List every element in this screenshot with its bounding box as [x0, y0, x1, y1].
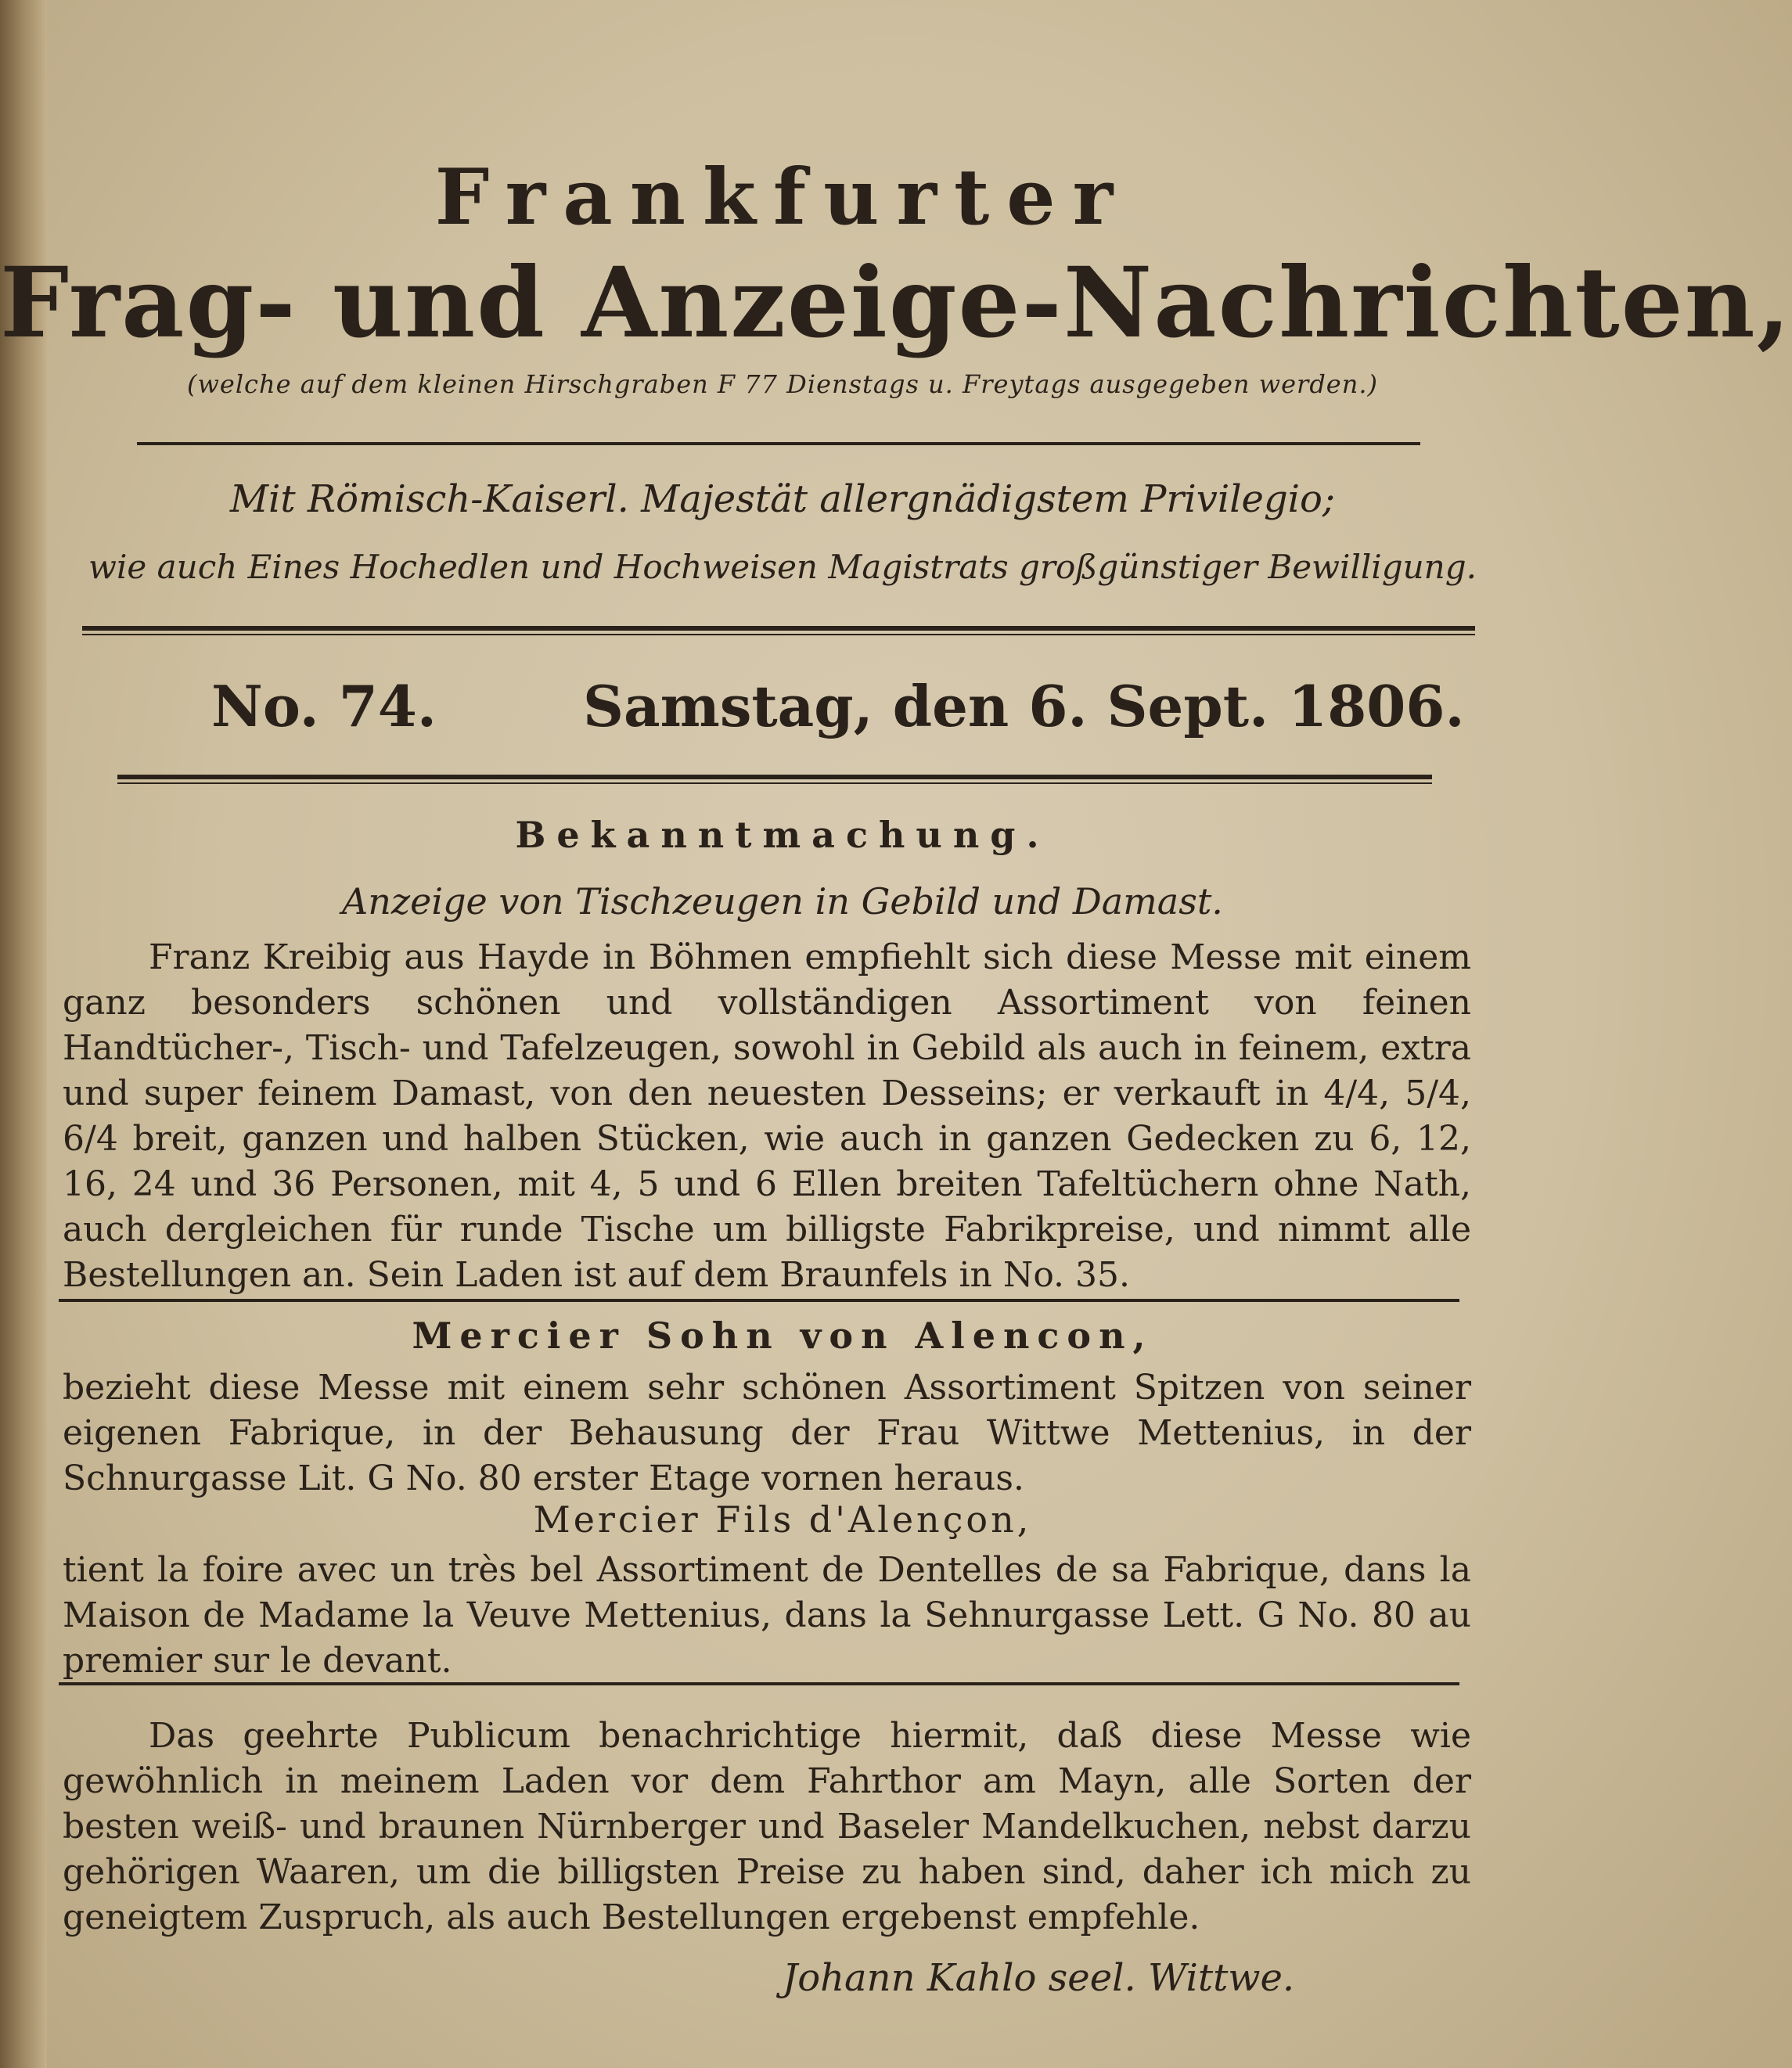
notice2-heading-de: Mercier Sohn von Alencon, — [412, 1315, 1153, 1357]
privilege-line2: wie auch Eines Hochedlen und Hochweisen Magistrats großgünstiger Bewilligung. — [88, 548, 1477, 586]
notice1-body: Franz Kreibig aus Hayde in Böhmen empfiehlt sich diese Messe mit einem ganz besonders schönen und vollständigen Assortiment von feinen Handtücher-, Tisch- und Tafelzeugen, sowohl in Gebild als auch in feinem, extra und super feinem Damast, von den neuesten Desseins; er verkauft in 4/4, 5/4, 6/4 breit, ganzen und halben Stücken, wie auch in ganzen Gedecken zu 6, 12, 16, 24 und 36 Personen, mit 4, 5 und 6 Ellen breiten Tafeltüchern ohne Nath, auch dergleichen für runde Tische um billigste Fabrikpreise, und nimmt alle Bestellungen an. Sein Laden ist auf dem Braunfels in No. 35. — [63, 937, 1471, 1295]
divider — [59, 1682, 1459, 1685]
notice3-body: Das geehrte Publicum benachrichtige hiermit, daß diese Messe wie gewöhnlich in meinem Laden vor dem Fahrthor am Mayn, alle Sorten der besten weiß- und braunen Nürnberger und Baseler Mandelkuchen, nebst darzu gehörigen Waaren, um die billigsten Preise zu haben sind, daher ich mich zu geneigtem Zuspruch, als auch Bestellungen ergebenst empfehle. — [63, 1716, 1471, 1937]
masthead-title: Frag- und Anzeige-Nachrichten, — [0, 246, 1792, 360]
double-rule-top — [82, 626, 1475, 635]
privilege-line1: Mit Römisch-Kaiserl. Majestät allergnädigstem Privilegio; — [229, 477, 1336, 521]
double-rule-bottom — [117, 775, 1432, 784]
notice1-heading: Bekanntmachung. — [515, 814, 1050, 856]
masthead-subtitle: (welche auf dem kleinen Hirschgraben F 77 Dienstags u. Freytags ausgegeben werden.) — [187, 369, 1378, 399]
notice1-subheading: Anzeige von Tischzeugen in Gebild und Damast. — [342, 880, 1223, 923]
notice2-body-fr: tient la foire avec un très bel Assortiment de Dentelles de sa Fabrique, dans la Maison de Madame la Veuve Mettenius, dans la Sehnurgasse Lett. G No. 80 au premier sur le devant. — [63, 1550, 1471, 1681]
issue-date: Samstag, den 6. Sept. 1806. — [583, 673, 1465, 739]
issue-number: No. 74. — [211, 673, 437, 739]
notice3-signature: Johann Kahlo seel. Wittwe. — [783, 1956, 1295, 2000]
masthead-line1: Frankfurter — [434, 153, 1131, 243]
notice2-body-de: bezieht diese Messe mit einem sehr schönen Assortiment Spitzen von seiner eigenen Fabrique, in der Behausung der Frau Wittwe Mettenius, in der Schnurgasse Lit. G No. 80 erster Etage vornen heraus. — [63, 1368, 1471, 1498]
divider — [59, 1299, 1459, 1302]
notice2-heading-fr: Mercier Fils d'Alençon, — [533, 1498, 1032, 1541]
divider — [137, 442, 1420, 445]
